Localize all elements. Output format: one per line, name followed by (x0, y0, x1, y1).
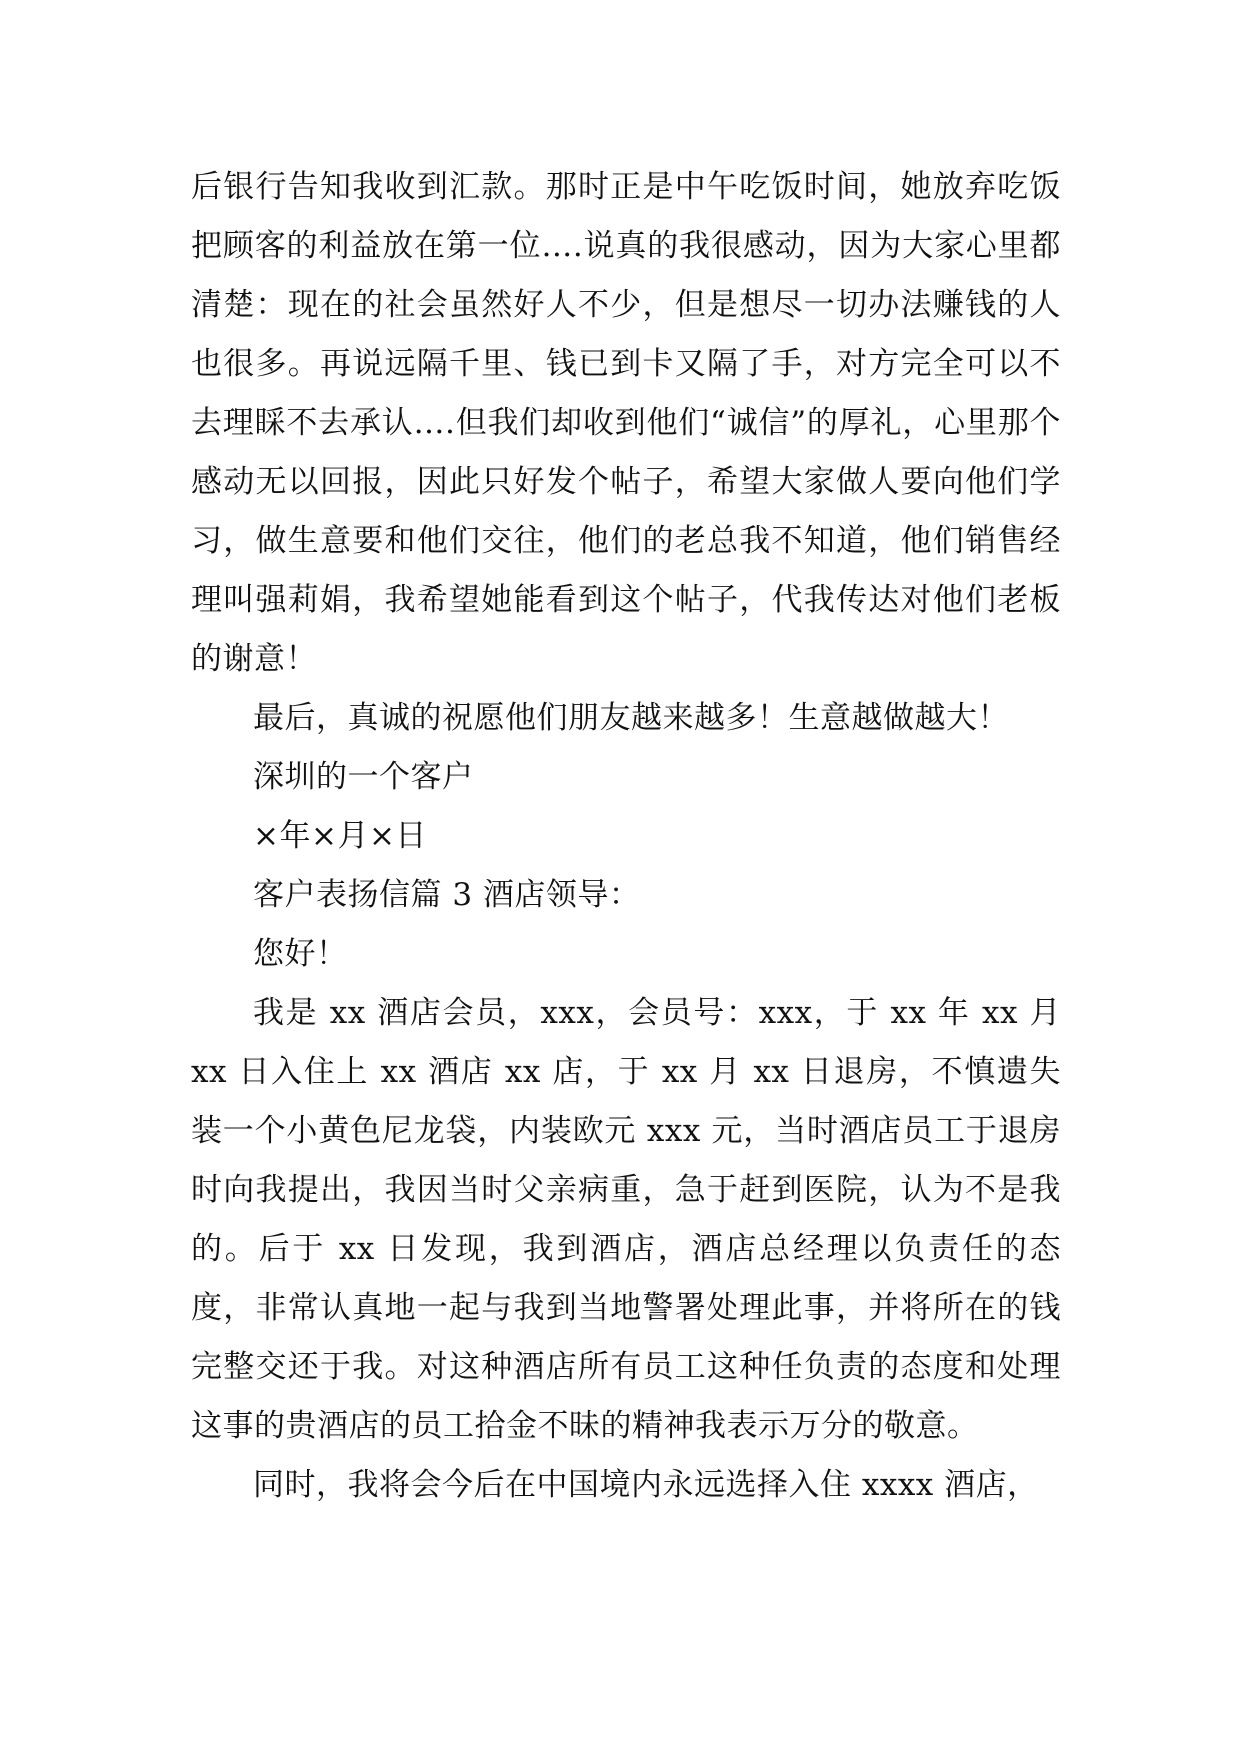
paragraph-2: 最后，真诚的祝愿他们朋友越来越多！生意越做越大！ (253, 700, 1009, 736)
paragraph-3: 深圳的一个客户 (253, 759, 474, 795)
paragraph-7: 我是 xx 酒店会员，xxx，会员号：xxx，于 xx 年 xx 月 xx 日入住上 xx 酒店 xx 店，于 xx 月 xx 日退房，不慎遗失装一个小黄色尼龙袋，内装欧元 xxx 元，当时酒店员工于退房时向我提出，我因当时父亲病重，急于赶到医院，认为不是我的。后于 xx 日发现，我到酒店，酒店总经理以负责任的态度，非常认真地一起与我到当地警署处理此事，并将所在的钱完整交还于我。对这种酒店所有员工这种任负责的态度和处理这事的贵酒店的员工拾金不昧的精神我表示万分的敬意。 (191, 995, 1061, 1444)
paragraph-5: 客户表扬信篇 3 酒店领导： (253, 877, 641, 913)
paragraph-8: 同时，我将会今后在中国境内永远选择入住 xxxx 酒店， (253, 1467, 1039, 1503)
document-body (191, 158, 1061, 1515)
paragraph-4: ×年×月×日 (253, 818, 427, 854)
paragraph-1: 后银行告知我收到汇款。那时正是中午吃饭时间，她放弃吃饭把顾客的利益放在第一位….说真的我很感动，因为大家心里都清楚：现在的社会虽然好人不少，但是想尽一切办法赚钱的人也很多。再说远隔千里、钱已到卡又隔了手，对方完全可以不去理睬不去承认….但我们却收到他们“诚信”的厚礼，心里那个感动无以回报，因此只好发个帖子，希望大家做人要向他们学习，做生意要和他们交往，他们的老总我不知道，他们销售经理叫强莉娟，我希望她能看到这个帖子，代我传达对他们老板的谢意！ (191, 169, 1061, 677)
paragraph-6: 您好！ (253, 936, 348, 972)
